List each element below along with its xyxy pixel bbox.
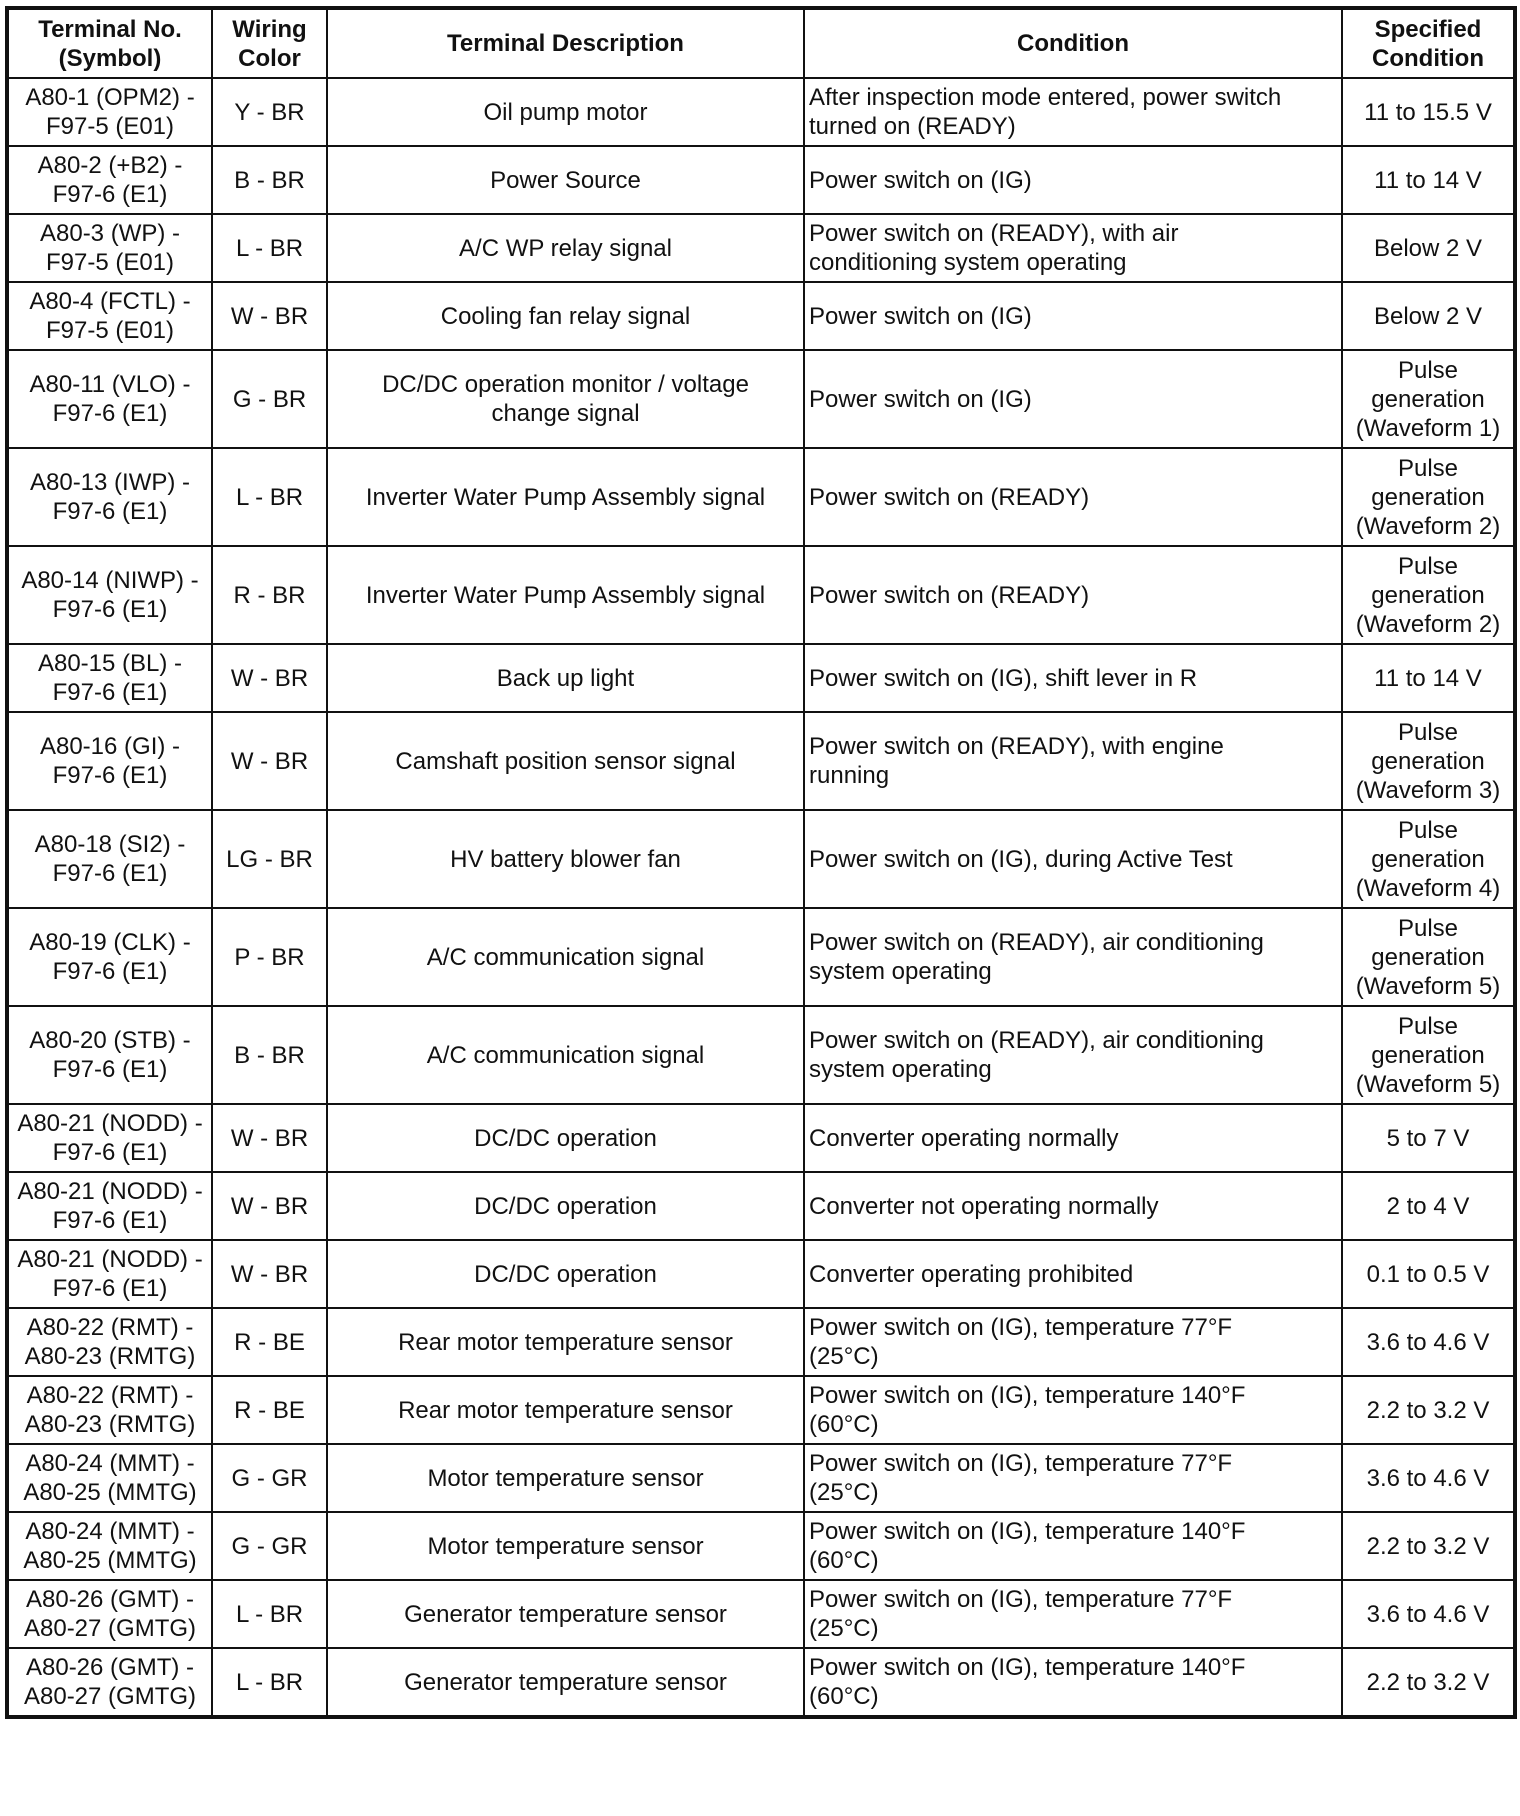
cell-specified: 3.6 to 4.6 V xyxy=(1342,1580,1515,1648)
cell-condition: Power switch on (IG), shift lever in R xyxy=(804,644,1342,712)
cell-description: HV battery blower fan xyxy=(327,810,804,908)
cell-wiring: L - BR xyxy=(212,1648,327,1717)
cell-description: Motor temperature sensor xyxy=(327,1444,804,1512)
cell-description: Cooling fan relay signal xyxy=(327,282,804,350)
cell-description: Generator temperature sensor xyxy=(327,1648,804,1717)
cell-specified: Pulse generation (Waveform 4) xyxy=(1342,810,1515,908)
header-specified-condition: Specified Condition xyxy=(1342,8,1515,78)
cell-terminal: A80-21 (NODD) - F97-6 (E1) xyxy=(7,1172,212,1240)
cell-specified: Pulse generation (Waveform 2) xyxy=(1342,448,1515,546)
cell-description: Power Source xyxy=(327,146,804,214)
table-row xyxy=(7,1308,1515,1376)
cell-description: Rear motor temperature sensor xyxy=(327,1308,804,1376)
cell-description: DC/DC operation xyxy=(327,1240,804,1308)
table-row xyxy=(7,214,1515,282)
cell-condition: Power switch on (READY), with engine running xyxy=(804,712,1342,810)
cell-terminal: A80-24 (MMT) - A80-25 (MMTG) xyxy=(7,1512,212,1580)
table-header-row xyxy=(7,8,1515,78)
cell-terminal: A80-18 (SI2) - F97-6 (E1) xyxy=(7,810,212,908)
cell-description: A/C WP relay signal xyxy=(327,214,804,282)
cell-condition: Converter operating normally xyxy=(804,1104,1342,1172)
table-row xyxy=(7,448,1515,546)
cell-description: Inverter Water Pump Assembly signal xyxy=(327,448,804,546)
cell-specified: 3.6 to 4.6 V xyxy=(1342,1308,1515,1376)
table-row xyxy=(7,350,1515,448)
cell-specified: Pulse generation (Waveform 5) xyxy=(1342,908,1515,1006)
cell-condition: After inspection mode entered, power switch turned on (READY) xyxy=(804,78,1342,146)
header-wiring-color: Wiring Color xyxy=(212,8,327,78)
table-row xyxy=(7,1512,1515,1580)
cell-wiring: B - BR xyxy=(212,146,327,214)
cell-condition: Power switch on (IG), temperature 77°F (25°C) xyxy=(804,1308,1342,1376)
cell-terminal: A80-22 (RMT) - A80-23 (RMTG) xyxy=(7,1376,212,1444)
cell-wiring: R - BE xyxy=(212,1376,327,1444)
cell-specified: Pulse generation (Waveform 3) xyxy=(1342,712,1515,810)
cell-wiring: R - BR xyxy=(212,546,327,644)
cell-condition: Converter not operating normally xyxy=(804,1172,1342,1240)
terminal-spec-table xyxy=(5,6,1517,1719)
cell-condition: Power switch on (IG), temperature 140°F (60°C) xyxy=(804,1648,1342,1717)
table-row xyxy=(7,644,1515,712)
cell-description: A/C communication signal xyxy=(327,1006,804,1104)
cell-specified: 2 to 4 V xyxy=(1342,1172,1515,1240)
cell-condition: Converter operating prohibited xyxy=(804,1240,1342,1308)
cell-description: DC/DC operation monitor / voltage change signal xyxy=(327,350,804,448)
cell-wiring: B - BR xyxy=(212,1006,327,1104)
cell-terminal: A80-19 (CLK) - F97-6 (E1) xyxy=(7,908,212,1006)
table-row xyxy=(7,1376,1515,1444)
cell-specified: 2.2 to 3.2 V xyxy=(1342,1648,1515,1717)
cell-condition: Power switch on (IG) xyxy=(804,146,1342,214)
cell-terminal: A80-3 (WP) - F97-5 (E01) xyxy=(7,214,212,282)
cell-condition: Power switch on (IG) xyxy=(804,282,1342,350)
cell-description: Oil pump motor xyxy=(327,78,804,146)
cell-description: A/C communication signal xyxy=(327,908,804,1006)
table-row xyxy=(7,1240,1515,1308)
header-condition: Condition xyxy=(804,8,1342,78)
cell-specified: 11 to 15.5 V xyxy=(1342,78,1515,146)
cell-description: DC/DC operation xyxy=(327,1104,804,1172)
cell-description: Back up light xyxy=(327,644,804,712)
cell-wiring: P - BR xyxy=(212,908,327,1006)
cell-condition: Power switch on (IG), temperature 77°F (25°C) xyxy=(804,1580,1342,1648)
cell-wiring: L - BR xyxy=(212,448,327,546)
cell-description: Camshaft position sensor signal xyxy=(327,712,804,810)
cell-wiring: W - BR xyxy=(212,712,327,810)
terminal-spec-table-container xyxy=(5,6,1513,1719)
cell-wiring: Y - BR xyxy=(212,78,327,146)
table-row xyxy=(7,282,1515,350)
cell-terminal: A80-2 (+B2) - F97-6 (E1) xyxy=(7,146,212,214)
cell-wiring: G - GR xyxy=(212,1444,327,1512)
cell-description: DC/DC operation xyxy=(327,1172,804,1240)
table-row xyxy=(7,810,1515,908)
table-row xyxy=(7,908,1515,1006)
cell-condition: Power switch on (READY), with air conditioning system operating xyxy=(804,214,1342,282)
cell-wiring: W - BR xyxy=(212,1172,327,1240)
cell-wiring: W - BR xyxy=(212,644,327,712)
table-row xyxy=(7,1648,1515,1717)
cell-condition: Power switch on (IG), temperature 77°F (25°C) xyxy=(804,1444,1342,1512)
cell-specified: 0.1 to 0.5 V xyxy=(1342,1240,1515,1308)
cell-specified: Pulse generation (Waveform 5) xyxy=(1342,1006,1515,1104)
cell-wiring: LG - BR xyxy=(212,810,327,908)
table-row xyxy=(7,712,1515,810)
cell-condition: Power switch on (READY) xyxy=(804,448,1342,546)
cell-terminal: A80-15 (BL) - F97-6 (E1) xyxy=(7,644,212,712)
cell-terminal: A80-26 (GMT) - A80-27 (GMTG) xyxy=(7,1648,212,1717)
cell-condition: Power switch on (IG), during Active Test xyxy=(804,810,1342,908)
cell-specified: Below 2 V xyxy=(1342,282,1515,350)
cell-wiring: W - BR xyxy=(212,1104,327,1172)
header-terminal: Terminal No. (Symbol) xyxy=(7,8,212,78)
cell-condition: Power switch on (IG), temperature 140°F (60°C) xyxy=(804,1376,1342,1444)
cell-terminal: A80-20 (STB) - F97-6 (E1) xyxy=(7,1006,212,1104)
header-terminal-description: Terminal Description xyxy=(327,8,804,78)
table-row xyxy=(7,146,1515,214)
cell-specified: Below 2 V xyxy=(1342,214,1515,282)
table-row xyxy=(7,1580,1515,1648)
table-row xyxy=(7,78,1515,146)
cell-wiring: G - BR xyxy=(212,350,327,448)
table-row xyxy=(7,1104,1515,1172)
cell-wiring: G - GR xyxy=(212,1512,327,1580)
cell-wiring: R - BE xyxy=(212,1308,327,1376)
cell-wiring: L - BR xyxy=(212,1580,327,1648)
cell-specified: 11 to 14 V xyxy=(1342,644,1515,712)
table-row xyxy=(7,546,1515,644)
cell-terminal: A80-21 (NODD) - F97-6 (E1) xyxy=(7,1240,212,1308)
cell-condition: Power switch on (READY) xyxy=(804,546,1342,644)
cell-terminal: A80-24 (MMT) - A80-25 (MMTG) xyxy=(7,1444,212,1512)
cell-description: Inverter Water Pump Assembly signal xyxy=(327,546,804,644)
cell-terminal: A80-14 (NIWP) - F97-6 (E1) xyxy=(7,546,212,644)
cell-terminal: A80-26 (GMT) - A80-27 (GMTG) xyxy=(7,1580,212,1648)
cell-terminal: A80-13 (IWP) - F97-6 (E1) xyxy=(7,448,212,546)
cell-terminal: A80-21 (NODD) - F97-6 (E1) xyxy=(7,1104,212,1172)
cell-wiring: W - BR xyxy=(212,1240,327,1308)
cell-terminal: A80-16 (GI) - F97-6 (E1) xyxy=(7,712,212,810)
cell-description: Generator temperature sensor xyxy=(327,1580,804,1648)
cell-terminal: A80-11 (VLO) - F97-6 (E1) xyxy=(7,350,212,448)
table-row xyxy=(7,1006,1515,1104)
cell-specified: Pulse generation (Waveform 1) xyxy=(1342,350,1515,448)
table-row xyxy=(7,1172,1515,1240)
cell-specified: 5 to 7 V xyxy=(1342,1104,1515,1172)
cell-terminal: A80-4 (FCTL) - F97-5 (E01) xyxy=(7,282,212,350)
cell-specified: 11 to 14 V xyxy=(1342,146,1515,214)
cell-wiring: L - BR xyxy=(212,214,327,282)
cell-specified: 2.2 to 3.2 V xyxy=(1342,1376,1515,1444)
cell-condition: Power switch on (IG) xyxy=(804,350,1342,448)
cell-specified: 3.6 to 4.6 V xyxy=(1342,1444,1515,1512)
cell-terminal: A80-22 (RMT) - A80-23 (RMTG) xyxy=(7,1308,212,1376)
cell-condition: Power switch on (READY), air conditioning system operating xyxy=(804,908,1342,1006)
cell-wiring: W - BR xyxy=(212,282,327,350)
cell-description: Motor temperature sensor xyxy=(327,1512,804,1580)
cell-specified: 2.2 to 3.2 V xyxy=(1342,1512,1515,1580)
cell-description: Rear motor temperature sensor xyxy=(327,1376,804,1444)
cell-condition: Power switch on (READY), air conditioning system operating xyxy=(804,1006,1342,1104)
cell-specified: Pulse generation (Waveform 2) xyxy=(1342,546,1515,644)
table-row xyxy=(7,1444,1515,1512)
cell-condition: Power switch on (IG), temperature 140°F (60°C) xyxy=(804,1512,1342,1580)
cell-terminal: A80-1 (OPM2) - F97-5 (E01) xyxy=(7,78,212,146)
